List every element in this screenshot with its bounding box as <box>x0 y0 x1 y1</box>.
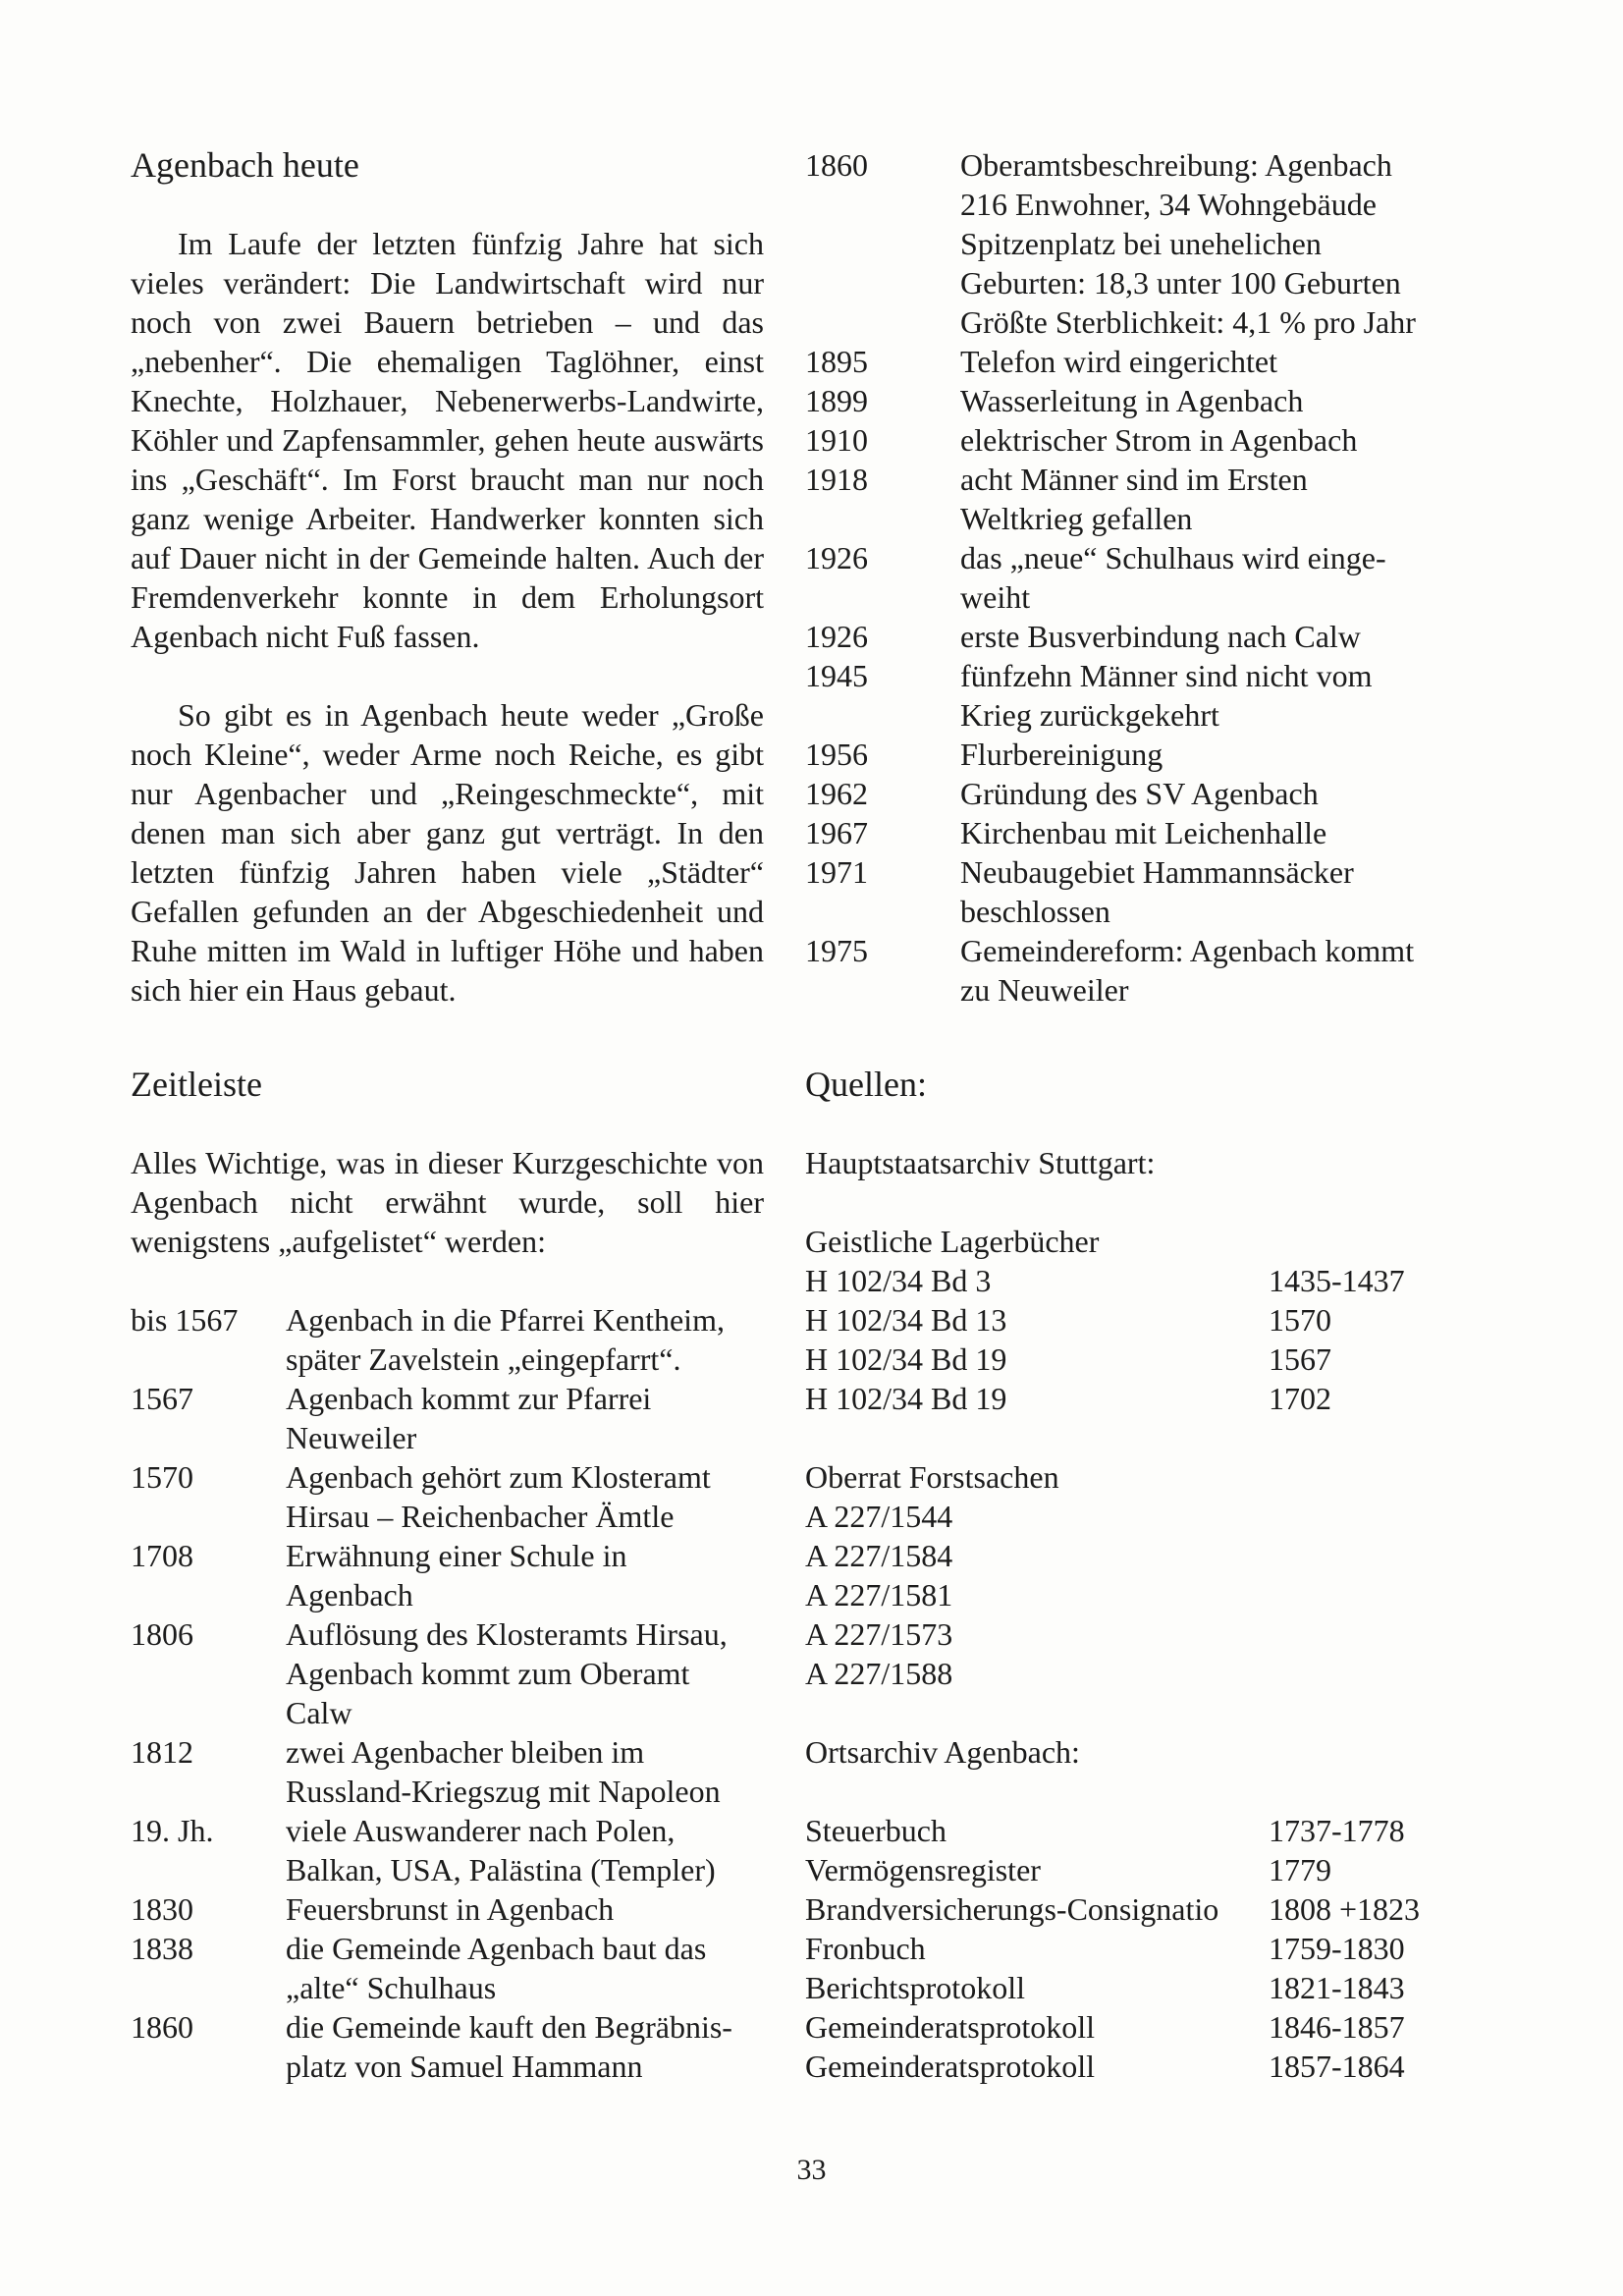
timeline-text-line: zu Neuweiler <box>960 972 1129 1008</box>
source-code: Gemeinderatsprotokoll <box>805 2009 1096 2045</box>
timeline-text <box>960 617 1453 656</box>
timeline-entry <box>131 1614 764 1732</box>
timeline-text-line: Russland-Kriegszug mit Napoleon <box>286 1774 721 1809</box>
source-code: A 227/1573 <box>805 1616 953 1652</box>
timeline-text <box>960 852 1453 931</box>
timeline-entry <box>131 1300 764 1379</box>
timeline-text-line: Gründung des SV Agenbach <box>960 776 1319 811</box>
source-years: 1821-1843 <box>1269 1970 1405 2005</box>
timeline-text-line: Agenbach gehört zum Klosteramt <box>286 1459 711 1495</box>
timeline-text-line: viele Auswanderer nach Polen, <box>286 1813 676 1848</box>
right-column <box>805 145 1453 2086</box>
timeline-text <box>286 2007 764 2086</box>
source-code: H 102/34 Bd 13 <box>805 1302 1007 1338</box>
timeline-text-line: Gemeindereform: Agenbach kommt <box>960 933 1415 968</box>
timeline-year: 1918 <box>805 462 868 497</box>
source-years <box>1269 1497 1453 1536</box>
timeline-year: 1967 <box>805 815 868 850</box>
timeline-text-line: Agenbach kommt zur Pfarrei <box>286 1381 652 1416</box>
source-item <box>805 2007 1453 2047</box>
source-code: A 227/1588 <box>805 1656 953 1691</box>
timeline-text <box>286 1536 764 1614</box>
timeline-text-line: elektrischer Strom in Agenbach <box>960 422 1358 458</box>
source-item <box>805 1850 1453 1889</box>
source-item <box>805 1339 1453 1379</box>
source-code: A 227/1581 <box>805 1577 953 1613</box>
timeline-text-line: erste Busverbindung nach Calw <box>960 619 1361 654</box>
timeline-text-line: weiht <box>960 579 1031 615</box>
section-title-quellen: Quellen: <box>805 1065 927 1104</box>
timeline-entry <box>805 735 1453 774</box>
source-item <box>805 1300 1453 1339</box>
source-code: Brandversicherungs-Consignatio <box>805 1891 1219 1927</box>
timeline-text <box>286 1811 764 1889</box>
timeline-text-line: Telefon wird eingerichtet <box>960 344 1277 379</box>
timeline-text-line: zwei Agenbacher bleiben im <box>286 1734 645 1770</box>
timeline-text <box>960 774 1453 813</box>
timeline-text-line: Neuweiler <box>286 1420 417 1455</box>
timeline-entry <box>805 617 1453 656</box>
timeline-text <box>960 381 1453 420</box>
timeline-text-line: Weltkrieg gefallen <box>960 501 1193 536</box>
timeline-entry <box>805 538 1453 617</box>
timeline-year: 1975 <box>805 933 868 968</box>
timeline-entry <box>805 460 1453 538</box>
timeline-text-line: Feuersbrunst in Agenbach <box>286 1891 615 1927</box>
timeline-entry <box>805 931 1453 1010</box>
timeline-text <box>960 145 1453 342</box>
timeline-entry <box>131 2007 764 2086</box>
timeline-text-line: Größte Sterblichkeit: 4,1 % pro Jahr <box>960 304 1416 340</box>
timeline-text-line: Wasserleitung in Agenbach <box>960 383 1304 418</box>
timeline-text <box>286 1614 764 1732</box>
source-years: 1759-1830 <box>1269 1931 1405 1966</box>
timeline-text-line: die Gemeinde Agenbach baut das <box>286 1931 707 1966</box>
source-years <box>1269 1614 1453 1654</box>
source-years: 1779 <box>1269 1852 1331 1887</box>
timeline-year: 1838 <box>131 1931 193 1966</box>
source-group-heading: Ortsarchiv Agenbach: <box>805 1734 1080 1770</box>
source-code: A 227/1584 <box>805 1538 953 1573</box>
timeline-year: 1956 <box>805 737 868 772</box>
source-years: 1567 <box>1269 1341 1331 1377</box>
timeline-year: 1806 <box>131 1616 193 1652</box>
timeline-year: 1708 <box>131 1538 193 1573</box>
source-item <box>805 1497 1453 1536</box>
timeline-text <box>286 1732 764 1811</box>
timeline-entry <box>805 342 1453 381</box>
sources-list <box>805 1222 1453 2086</box>
timeline-entry <box>805 420 1453 460</box>
timeline-entry <box>131 1732 764 1811</box>
timeline-year: 1895 <box>805 344 868 379</box>
timeline-entry <box>805 852 1453 931</box>
timeline-text <box>960 538 1453 617</box>
left-column <box>131 145 764 2086</box>
source-years: 1737-1778 <box>1269 1813 1405 1848</box>
heute-paragraph-1: Im Laufe der letzten fünfzig Jahre hat sich vieles verändert: Die Landwirtschaft wird nur noch von zwei Bauern betrieben – und das „nebenher“. Die ehemaligen Taglöhner, einst Knechte, Holzhauer, Nebenerwerbs-Landwirte, Köhler und Zapfensammler, gehen heute auswärts ins „Geschäft“. Im Forst braucht man nur noch ganz wenige Arbeiter. Handwerker konnten sich auf Dauer nicht in der Gemeinde halten. Auch der Fremdenverkehr konnte in dem Erholungsort Agenbach nicht Fuß fassen. <box>131 226 764 654</box>
timeline-text-line: Balkan, USA, Palästina (Templer) <box>286 1852 716 1887</box>
source-years: 1857-1864 <box>1269 2049 1405 2084</box>
timeline-text <box>960 735 1453 774</box>
timeline-year: 1926 <box>805 619 868 654</box>
timeline-text <box>286 1300 764 1379</box>
source-item <box>805 1261 1453 1300</box>
heute-paragraph-2: So gibt es in Agenbach heute weder „Große noch Kleine“, weder Arme noch Reiche, es gibt nur Agenbacher und „Reingeschmeckte“, mit denen man sich aber ganz gut verträgt. In den letzten fünfzig Jahren haben viele „Städter“ Gefallen gefunden an der Abgeschiedenheit und Ruhe mitten im Wald in luftiger Höhe und haben sich hier ein Haus gebaut. <box>131 697 764 1008</box>
source-years <box>1269 1575 1453 1614</box>
timeline-text-line: Agenbach <box>286 1577 413 1613</box>
timeline-text-line: Kirchenbau mit Leichenhalle <box>960 815 1327 850</box>
timeline-text-line: Krieg zurückgekehrt <box>960 697 1219 733</box>
source-group-heading: Geistliche Lagerbücher <box>805 1224 1100 1259</box>
timeline-text-line: acht Männer sind im Ersten <box>960 462 1308 497</box>
timeline-text <box>286 1929 764 2007</box>
timeline-entry <box>131 1536 764 1614</box>
timeline-year: 1945 <box>805 658 868 693</box>
timeline-text-line: Oberamtsbeschreibung: Agenbach <box>960 147 1392 183</box>
timeline-year: 1926 <box>805 540 868 575</box>
timeline-entry <box>805 381 1453 420</box>
source-item <box>805 1379 1453 1418</box>
source-item <box>805 1968 1453 2007</box>
source-code: Gemeinderatsprotokoll <box>805 2049 1096 2084</box>
timeline-entry <box>131 1889 764 1929</box>
timeline-entry <box>131 1929 764 2007</box>
section-title-heute: Agenbach heute <box>131 145 359 185</box>
source-code: Vermögensregister <box>805 1852 1041 1887</box>
timeline-text <box>960 931 1453 1010</box>
timeline-text-line: die Gemeinde kauft den Begräbnis- <box>286 2009 732 2045</box>
timeline-text-line: Geburten: 18,3 unter 100 Geburten <box>960 265 1401 301</box>
timeline-text-line: später Zavelstein „eingepfarrt“. <box>286 1341 681 1377</box>
timeline-left <box>131 1300 764 2086</box>
timeline-entry <box>805 656 1453 735</box>
zeitleiste-intro: Alles Wichtige, was in dieser Kurzgeschichte von Agenbach nicht erwähnt wurde, soll hier wenigstens „aufgelistet“ werden: <box>131 1145 764 1259</box>
source-years: 1846-1857 <box>1269 2009 1405 2045</box>
timeline-year: 19. Jh. <box>131 1813 214 1848</box>
timeline-entry <box>131 1811 764 1889</box>
source-item <box>805 2047 1453 2086</box>
timeline-entry <box>805 813 1453 852</box>
source-item <box>805 1889 1453 1929</box>
source-code: Berichtsprotokoll <box>805 1970 1025 2005</box>
timeline-text <box>960 420 1453 460</box>
source-group-heading: Oberrat Forstsachen <box>805 1459 1059 1495</box>
timeline-year: 1899 <box>805 383 868 418</box>
timeline-text-line: beschlossen <box>960 894 1110 929</box>
timeline-text-line: Erwähnung einer Schule in <box>286 1538 627 1573</box>
source-code: Fronbuch <box>805 1931 926 1966</box>
source-years <box>1269 1536 1453 1575</box>
timeline-year: 1910 <box>805 422 868 458</box>
source-code: A 227/1544 <box>805 1499 953 1534</box>
timeline-text <box>286 1457 764 1536</box>
timeline-entry <box>805 774 1453 813</box>
timeline-text-line: platz von Samuel Hammann <box>286 2049 643 2084</box>
source-years: 1435-1437 <box>1269 1263 1405 1298</box>
source-item <box>805 1575 1453 1614</box>
source-code: H 102/34 Bd 19 <box>805 1341 1007 1377</box>
section-title-zeitleiste: Zeitleiste <box>131 1065 262 1104</box>
source-item <box>805 1929 1453 1968</box>
timeline-year: 1971 <box>805 854 868 890</box>
timeline-entry <box>805 145 1453 342</box>
timeline-year: 1962 <box>805 776 868 811</box>
timeline-text <box>286 1379 764 1457</box>
source-item <box>805 1811 1453 1850</box>
timeline-text-line: Agenbach in die Pfarrei Kentheim, <box>286 1302 725 1338</box>
timeline-year: 1567 <box>131 1381 193 1416</box>
source-years <box>1269 1654 1453 1693</box>
source-code: Steuerbuch <box>805 1813 947 1848</box>
timeline-text <box>960 656 1453 735</box>
timeline-entry <box>131 1379 764 1457</box>
timeline-text-line: das „neue“ Schulhaus wird einge- <box>960 540 1386 575</box>
source-code: H 102/34 Bd 19 <box>805 1381 1007 1416</box>
timeline-text-line: „alte“ Schulhaus <box>286 1970 497 2005</box>
source-years: 1808 +1823 <box>1269 1891 1421 1927</box>
timeline-text-line: Agenbach kommt zum Oberamt <box>286 1656 690 1691</box>
source-years: 1702 <box>1269 1381 1331 1416</box>
timeline-text-line: 216 Enwohner, 34 Wohngebäude <box>960 187 1377 222</box>
page-number: 33 <box>796 2154 827 2186</box>
source-years: 1570 <box>1269 1302 1331 1338</box>
timeline-text-line: Auflösung des Klosteramts Hirsau, <box>286 1616 728 1652</box>
source-item <box>805 1536 1453 1575</box>
timeline-right <box>805 145 1453 1010</box>
timeline-text-line: Neubaugebiet Hammannsäcker <box>960 854 1354 890</box>
timeline-text <box>960 460 1453 538</box>
timeline-year: 1570 <box>131 1459 193 1495</box>
source-code: H 102/34 Bd 3 <box>805 1263 992 1298</box>
timeline-year: 1860 <box>131 2009 193 2045</box>
timeline-text-line: fünfzehn Männer sind nicht vom <box>960 658 1373 693</box>
timeline-text-line: Calw <box>286 1695 352 1730</box>
quellen-archive: Hauptstaatsarchiv Stuttgart: <box>805 1145 1156 1180</box>
timeline-text <box>960 813 1453 852</box>
timeline-text-line: Flurbereinigung <box>960 737 1163 772</box>
timeline-year: 1812 <box>131 1734 193 1770</box>
timeline-text <box>960 342 1453 381</box>
source-item <box>805 1654 1453 1693</box>
timeline-text <box>286 1889 764 1929</box>
timeline-text-line: Spitzenplatz bei unehelichen <box>960 226 1322 261</box>
timeline-year: 1860 <box>805 147 868 183</box>
timeline-text-line: Hirsau – Reichenbacher Ämtle <box>286 1499 675 1534</box>
source-item <box>805 1614 1453 1654</box>
timeline-year: bis 1567 <box>131 1302 239 1338</box>
timeline-entry <box>131 1457 764 1536</box>
timeline-year: 1830 <box>131 1891 193 1927</box>
